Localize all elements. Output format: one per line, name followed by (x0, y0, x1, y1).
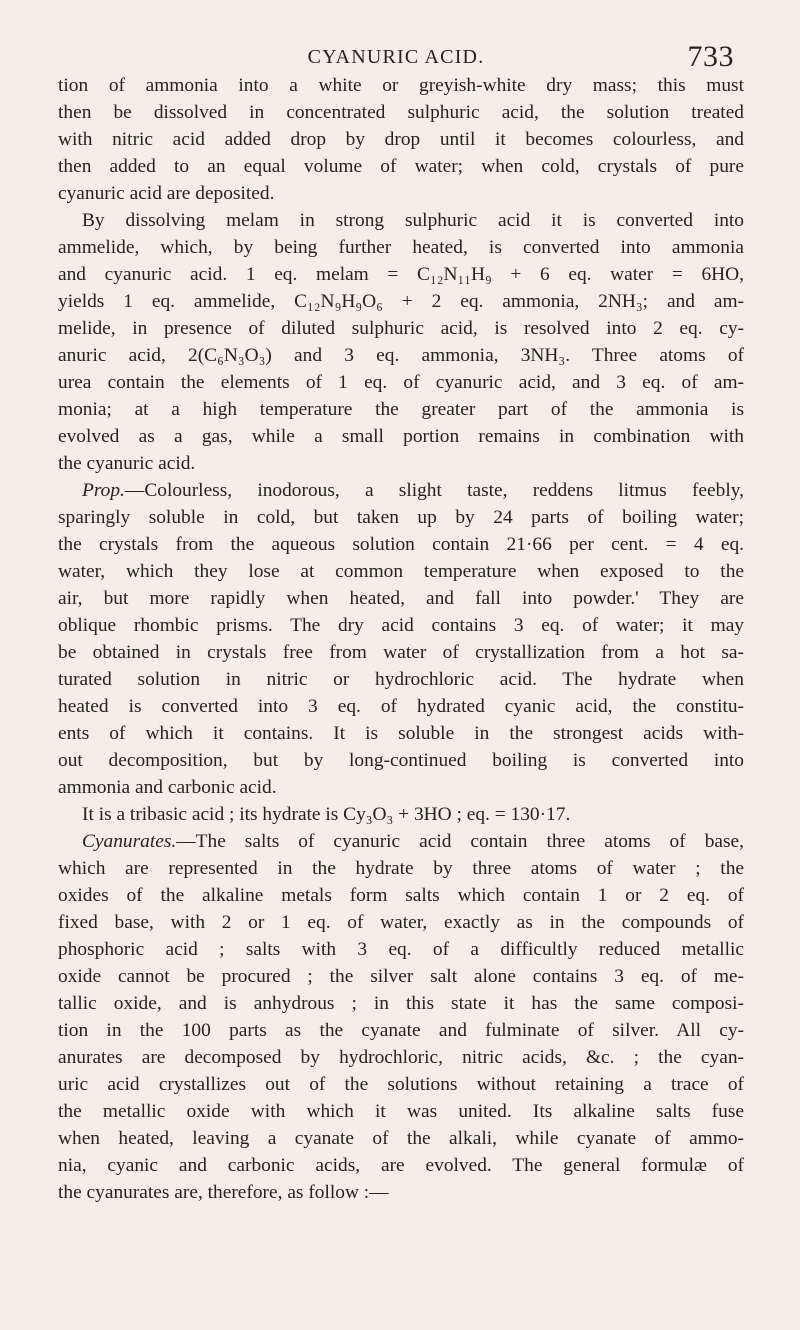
text-line: the crystals from the aqueous solution contain 21·66 per cent. = 4 eq. (58, 534, 744, 555)
running-head (58, 40, 734, 78)
text-line: tion in the 100 parts as the cyanate and fulminate of silver. All cy- (58, 1020, 744, 1041)
text-run: —The salts of cyanuric acid contain three atoms of base, (176, 831, 744, 852)
text-line: and cyanuric acid. 1 eq. melam = C₁₂N₁₁H₉ + 6 eq. water = 6HO, (58, 264, 744, 285)
text-line: the cyanurates are, therefore, as follow :— (58, 1182, 389, 1203)
text-line: phosphoric acid ; salts with 3 eq. of a difficultly reduced metallic (58, 939, 744, 960)
text-line: ents of which it contains. It is soluble in the strongest acids with- (58, 723, 744, 744)
text-line: melide, in presence of diluted sulphuric acid, is resolved into 2 eq. cy- (58, 318, 744, 339)
text-line: cyanuric acid are deposited. (58, 183, 275, 204)
text-line: the cyanuric acid. (58, 453, 196, 474)
text-line: oblique rhombic prisms. The dry acid contains 3 eq. of water; it may (58, 615, 744, 636)
text-line (58, 477, 744, 504)
text-line: the metallic oxide with which it was united. Its alkaline salts fuse (58, 1101, 744, 1122)
text-line: evolved as a gas, while a small portion remains in combination with (58, 426, 744, 447)
text-line: nia, cyanic and carbonic acids, are evolved. The general formulæ of (58, 1155, 744, 1176)
paragraph (58, 72, 744, 207)
text-line: heated is converted into 3 eq. of hydrated cyanic acid, the constitu- (58, 696, 744, 717)
text-line: with nitric acid added drop by drop until it becomes colourless, and (58, 129, 744, 150)
text-line: when heated, leaving a cyanate of the alkali, while cyanate of ammo- (58, 1128, 744, 1149)
paragraph (58, 828, 744, 1206)
text-line: out decomposition, but by long-continued boiling is converted into (58, 750, 744, 771)
running-title: CYANURIC ACID. (307, 46, 485, 68)
text-line: anurates are decomposed by hydrochloric, nitric acids, &c. ; the cyan- (58, 1047, 744, 1068)
italic-lead: Cyanurates. (82, 831, 177, 852)
text-line: water, which they lose at common temperature when exposed to the (58, 561, 744, 582)
text-line: yields 1 eq. ammelide, C₁₂N₉H₉O₆ + 2 eq. ammonia, 2NH₃; and am- (58, 291, 744, 312)
page-number: 733 (687, 40, 734, 73)
text-line: turated solution in nitric or hydrochloric acid. The hydrate when (58, 669, 744, 690)
text-line: uric acid crystallizes out of the solutions without retaining a trace of (58, 1074, 744, 1095)
italic-lead: Prop. (82, 480, 125, 501)
text-line: oxide cannot be procured ; the silver salt alone contains 3 eq. of me- (58, 966, 744, 987)
paragraph (58, 477, 744, 801)
paragraph (58, 207, 744, 477)
text-line: then be dissolved in concentrated sulphuric acid, the solution treated (58, 102, 744, 123)
text-line: anuric acid, 2(C₆N₃O₃) and 3 eq. ammonia, 3NH₃. Three atoms of (58, 345, 744, 366)
text-line: then added to an equal volume of water; when cold, crystals of pure (58, 156, 744, 177)
text-line: tallic oxide, and is anhydrous ; in this state it has the same composi- (58, 993, 744, 1014)
text-line: air, but more rapidly when heated, and fall into powder.' They are (58, 588, 744, 609)
text-line: which are represented in the hydrate by three atoms of water ; the (58, 858, 744, 879)
text-line: tion of ammonia into a white or greyish-white dry mass; this must (58, 75, 744, 96)
text-line: sparingly soluble in cold, but taken up by 24 parts of boiling water; (58, 507, 744, 528)
text-line: be obtained in crystals free from water of crystallization from a hot sa- (58, 642, 744, 663)
text-line: monia; at a high temperature the greater part of the ammonia is (58, 399, 744, 420)
text-line (58, 828, 744, 855)
text-line: urea contain the elements of 1 eq. of cyanuric acid, and 3 eq. of am- (58, 372, 744, 393)
text-line: By dissolving melam in strong sulphuric acid it is converted into (82, 210, 744, 231)
text-line: oxides of the alkaline metals form salts which contain 1 or 2 eq. of (58, 885, 744, 906)
text-line: fixed base, with 2 or 1 eq. of water, exactly as in the compounds of (58, 912, 744, 933)
body-text (58, 72, 744, 1206)
text-line: ammelide, which, by being further heated, is converted into ammonia (58, 237, 744, 258)
text-line: ammonia and carbonic acid. (58, 777, 277, 798)
text-run: —Colourless, inodorous, a slight taste, reddens litmus feebly, (124, 480, 744, 501)
paragraph (58, 801, 744, 828)
text-line: It is a tribasic acid ; its hydrate is Cy₃O₃ + 3HO ; eq. = 130·17. (82, 804, 571, 825)
